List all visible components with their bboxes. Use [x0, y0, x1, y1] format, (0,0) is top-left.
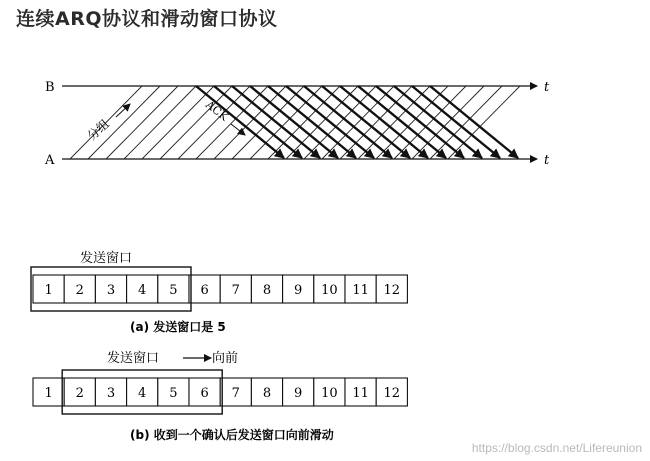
ack-line [358, 86, 446, 158]
ack-line [394, 86, 482, 158]
timing-diagram [44, 80, 550, 168]
node-b-label: B [45, 80, 55, 95]
ack-line [286, 86, 374, 158]
ack-line [304, 86, 392, 158]
ack-line [412, 86, 500, 158]
page-title: 连续ARQ协议和滑动窗口协议 [16, 8, 278, 30]
sequence-number: 4 [138, 283, 147, 298]
window-a-caption: (a) 发送窗口是 5 [130, 320, 226, 334]
packet-line [430, 86, 502, 159]
window-b-diagram [33, 350, 407, 442]
sequence-number: 6 [200, 283, 209, 298]
sequence-number: 9 [294, 386, 303, 401]
ack-line [250, 86, 338, 158]
sequence-number: 1 [44, 386, 53, 401]
watermark: https://blog.csdn.net/Lifereunion [471, 441, 642, 455]
sequence-number: 7 [231, 283, 240, 298]
sequence-number: 8 [262, 386, 272, 401]
packet-line [142, 86, 214, 159]
ack-line [268, 86, 356, 158]
ack-line [340, 86, 428, 158]
ack-line [430, 86, 518, 158]
sequence-number: 5 [169, 386, 178, 401]
packet-label: 分组 [84, 116, 112, 144]
sequence-number: 1 [44, 283, 53, 298]
window-b-direction-label: 向前 [212, 351, 239, 366]
sequence-number: 4 [138, 386, 147, 401]
packet-line [106, 86, 178, 159]
sequence-number: 3 [106, 386, 116, 401]
time-label-b: t [544, 80, 550, 95]
time-label-a: t [544, 153, 550, 168]
node-a-label: A [45, 153, 55, 168]
ack-line [376, 86, 464, 158]
sequence-number: 3 [106, 283, 116, 298]
sequence-number: 6 [200, 386, 209, 401]
ack-line [196, 86, 284, 158]
sequence-number: 5 [169, 283, 178, 298]
sequence-number: 11 [352, 386, 369, 401]
window-b-caption: (b) 收到一个确认后发送窗口向前滑动 [130, 428, 334, 442]
ack-label: ACK [203, 98, 231, 124]
window-a-label: 发送窗口 [80, 251, 133, 266]
sequence-number: 10 [321, 386, 338, 401]
ack-line [322, 86, 410, 158]
window-b-cells [33, 378, 407, 406]
packet-line [160, 86, 232, 159]
packet-line [448, 86, 520, 159]
sequence-number: 7 [231, 386, 240, 401]
window-b-label: 发送窗口 [107, 351, 160, 366]
ack-lines [196, 86, 518, 158]
packet-line [124, 86, 196, 159]
ack-line [214, 86, 302, 158]
ack-line [232, 86, 320, 158]
sequence-number: 10 [321, 283, 338, 298]
window-a-diagram [31, 250, 407, 334]
sequence-number: 12 [383, 283, 401, 298]
sequence-number: 11 [352, 283, 369, 298]
sequence-number: 2 [75, 386, 84, 401]
window-a-cells [33, 275, 407, 303]
sequence-number: 8 [262, 283, 272, 298]
sequence-number: 12 [383, 386, 401, 401]
sequence-number: 9 [294, 283, 303, 298]
sequence-number: 2 [75, 283, 84, 298]
